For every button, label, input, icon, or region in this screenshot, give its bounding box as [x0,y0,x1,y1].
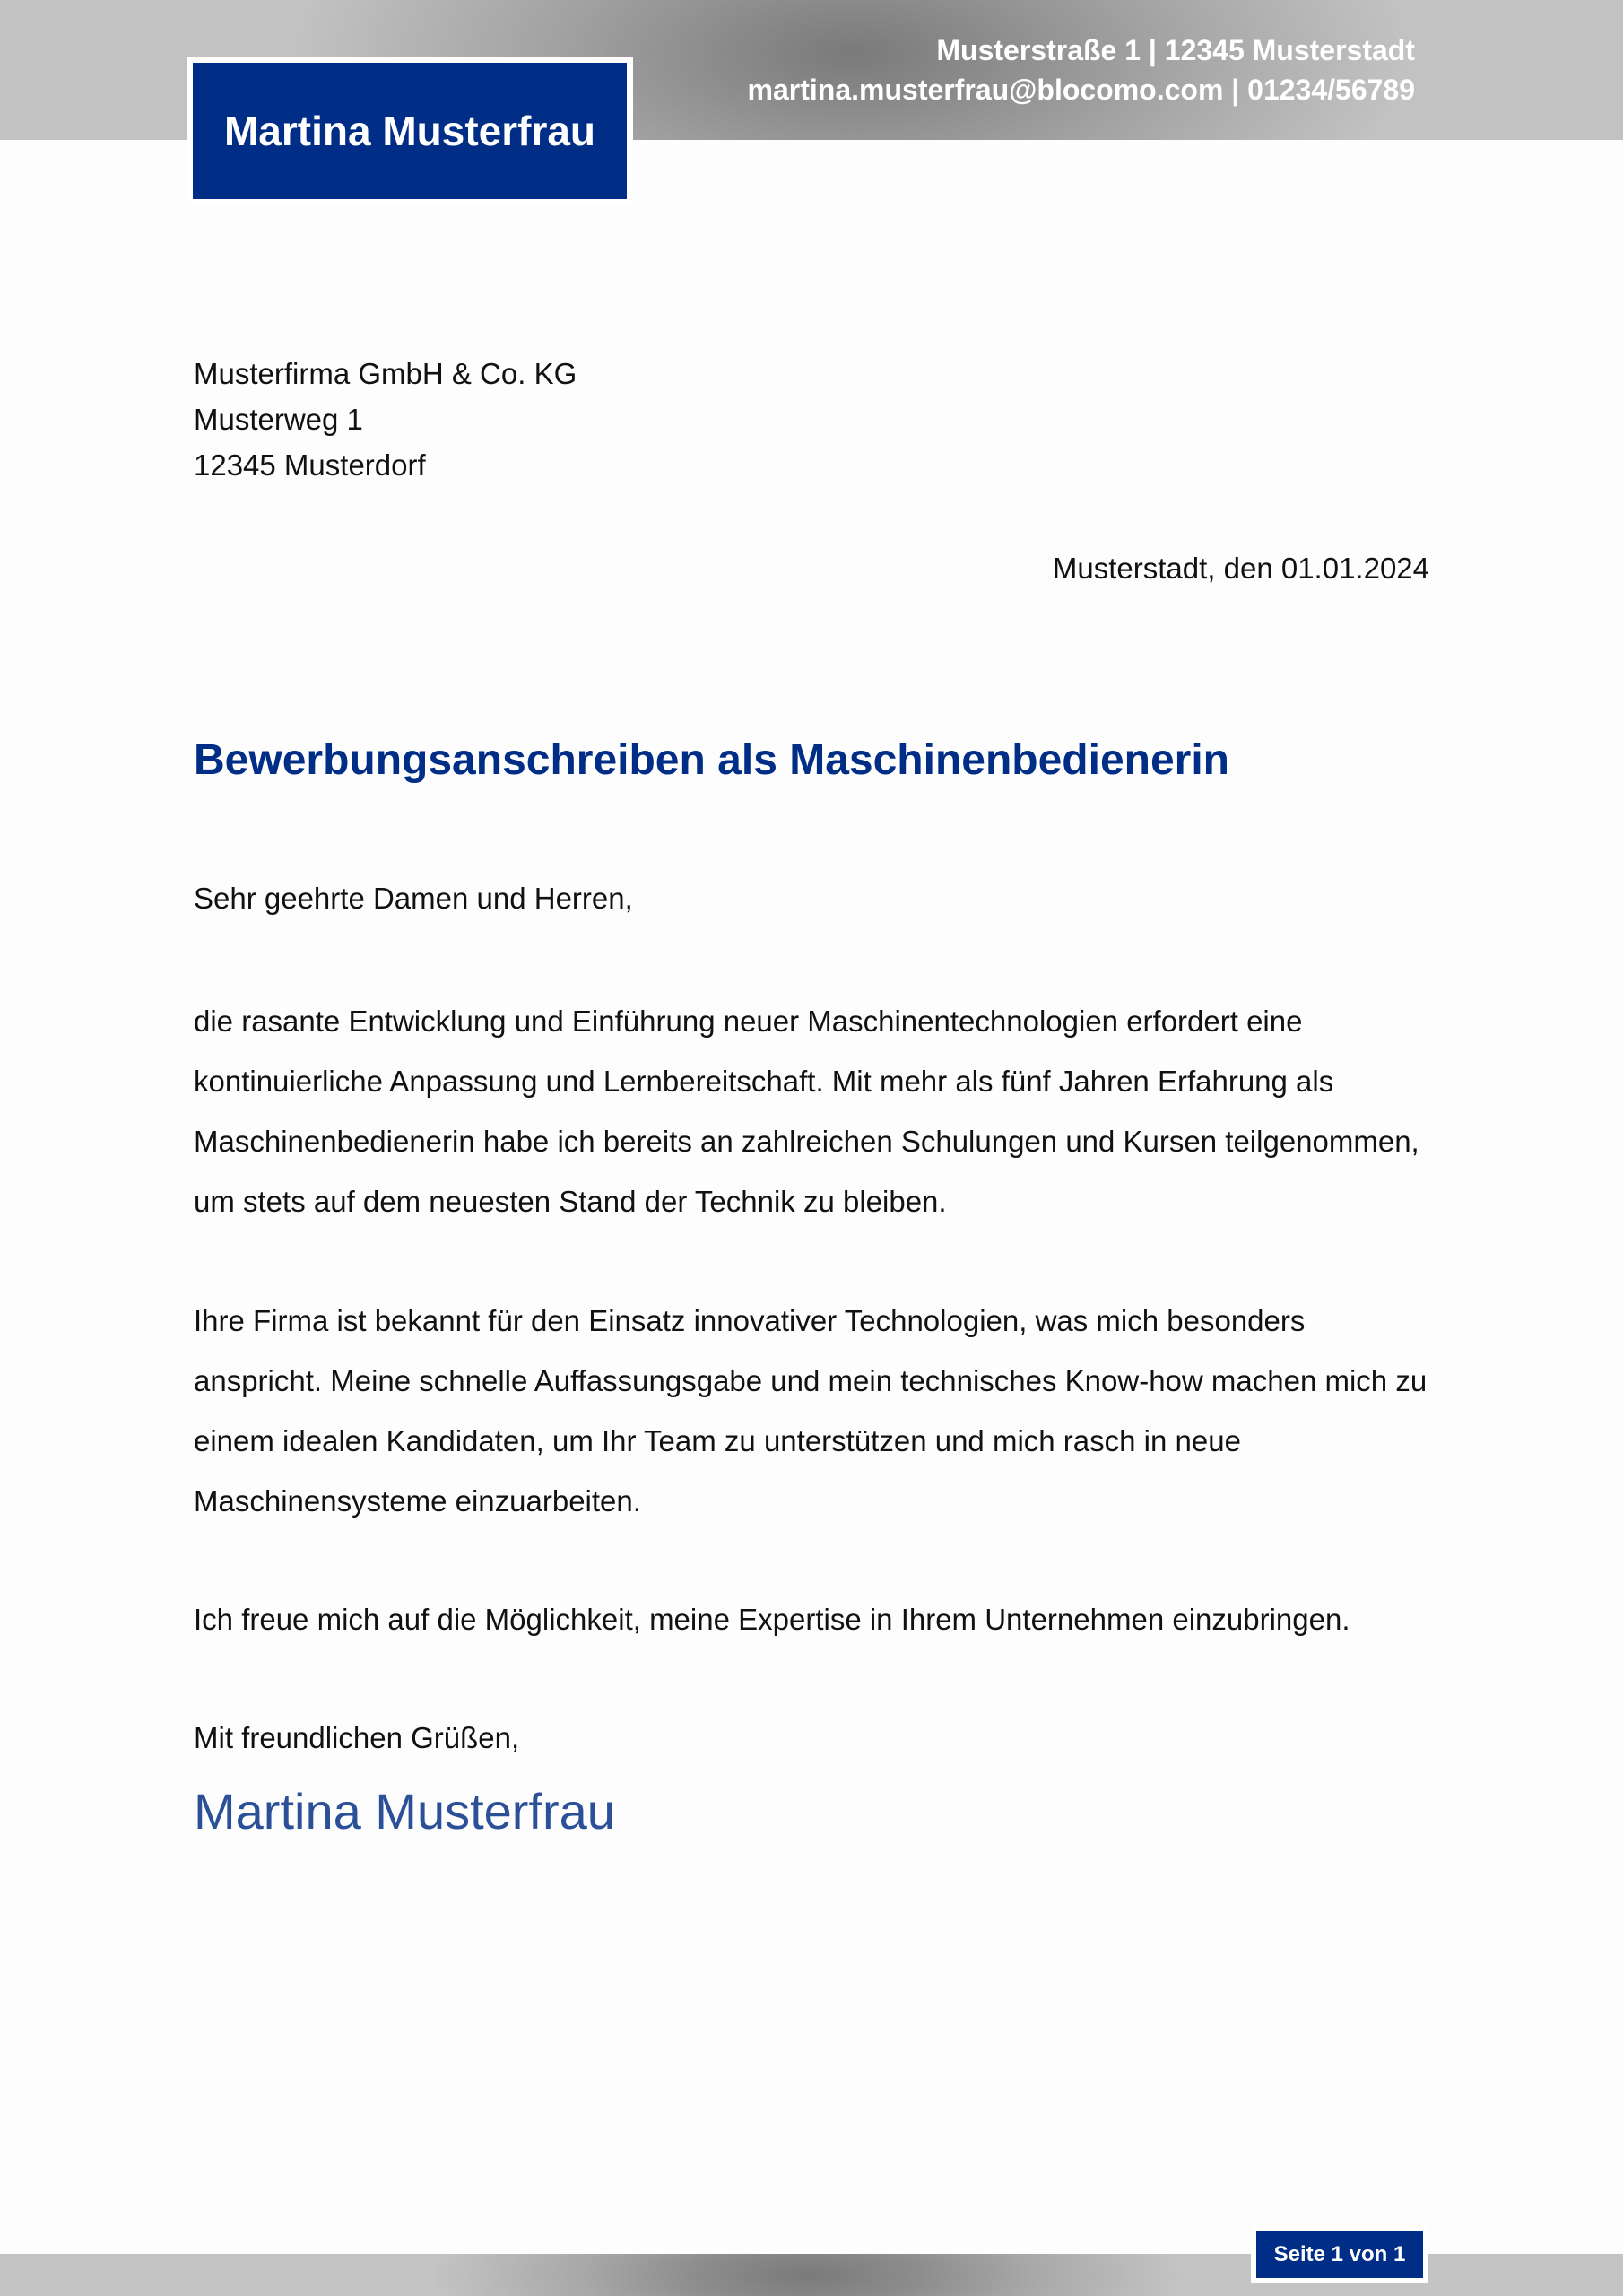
salutation: Sehr geehrte Damen und Herren, [194,882,633,915]
page-number-badge [1251,2226,1428,2283]
sender-contact: martina.musterfrau@blocomo.com | 01234/56789 [747,74,1415,106]
recipient-city: 12345 Musterdorf [194,448,426,482]
letter-date: Musterstadt, den 01.01.2024 [1052,552,1429,585]
signature: Martina Musterfrau [194,1783,615,1839]
recipient-company: Musterfirma GmbH & Co. KG [194,357,577,390]
page-number-label: Seite 1 von 1 [1273,2242,1406,2266]
name-box [187,57,633,205]
letter-subject: Bewerbungsanschreiben als Maschinenbedienerin [194,736,1229,784]
contact-block [748,30,1415,109]
sender-name: Martina Musterfrau [223,108,596,154]
body-paragraph-2: Ihre Firma ist bekannt für den Einsatz innovativer Technologien, was mich besonders anspricht. Meine schnelle Auffassungsgabe und mein technisches Know-how machen mich zu einem idealen Kandidaten, um Ihr Team zu unterstützen und mich rasch in neue Maschinensysteme einzuarbeiten. [194,1304,1428,1518]
closing: Mit freundlichen Grüßen, [194,1721,520,1754]
body-paragraph-1: die rasante Entwicklung und Einführung neuer Maschinentechnologien erfordert eine kontinuierliche Anpassung und Lernbereitschaft. Mit mehr als fünf Jahren Erfahrung als Maschinenbedienerin habe ich bereits an zahlreichen Schulungen und Kursen teilgenommen, um stets auf dem neuesten Stand der Technik zu bleiben. [194,1004,1419,1218]
recipient-street: Musterweg 1 [194,403,363,436]
recipient-address [194,351,577,488]
sender-address: Musterstraße 1 | 12345 Musterstadt [936,34,1415,66]
body-paragraph-3: Ich freue mich auf die Möglichkeit, meine Expertise in Ihrem Unternehmen einzubringen. [194,1603,1350,1636]
